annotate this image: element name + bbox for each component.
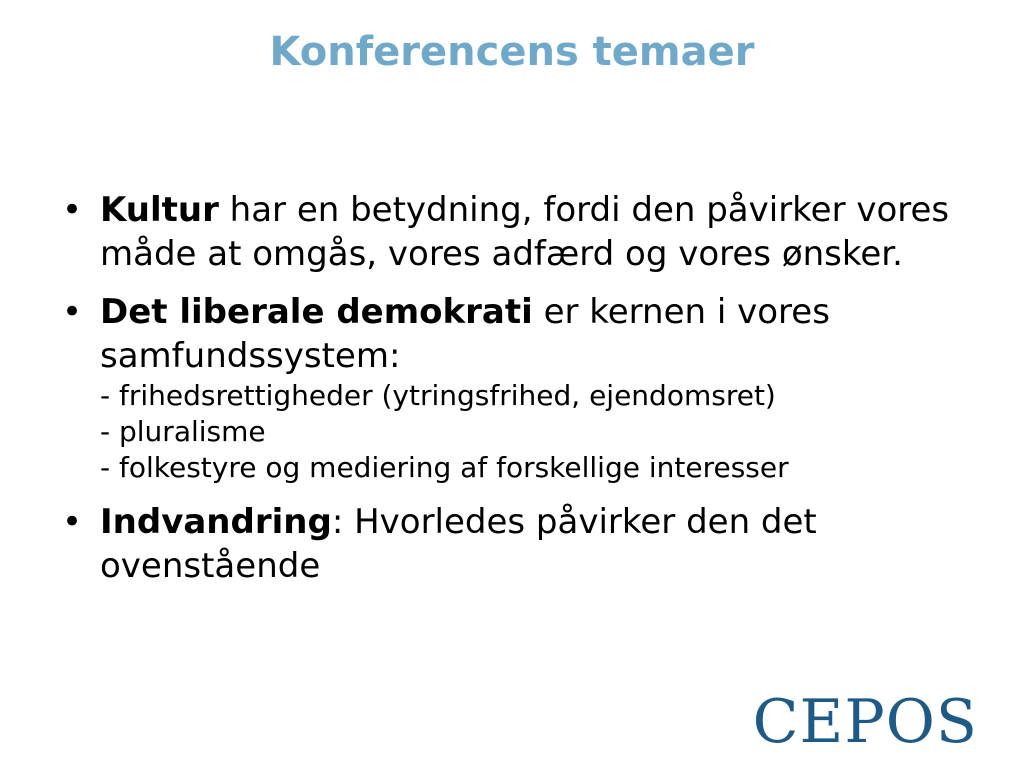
bullet-item-kultur (62, 188, 982, 276)
sub-item: - frihedsrettigheder (ytringsfrihed, ejendomsret) (100, 379, 776, 412)
slide-title: Konferencens temaer (269, 29, 755, 75)
bullet-item-demokrati (62, 290, 982, 486)
cepos-logo: CEPOS (752, 687, 978, 757)
bullet-keyword: Det liberale demokrati (100, 292, 533, 332)
bullet-list (62, 188, 982, 602)
sub-item: - pluralisme (100, 415, 266, 448)
sub-item: - folkestyre og mediering af forskellige interesser (100, 451, 789, 484)
bullet-icon: • (62, 190, 83, 230)
bullet-text: er kernen i vores samfundssystem: (100, 292, 830, 376)
bullet-keyword: Kultur (100, 190, 219, 230)
bullet-text: har en betydning, fordi den påvirker vores måde at omgås, vores adfærd og vores ønsker. (100, 190, 950, 274)
bullet-keyword: Indvandring (100, 502, 332, 542)
bullet-icon: • (62, 292, 83, 332)
bullet-text: : Hvorledes påvirker den det ovenstående (100, 502, 817, 586)
bullet-item-indvandring (62, 500, 982, 588)
bullet-icon: • (62, 502, 83, 542)
